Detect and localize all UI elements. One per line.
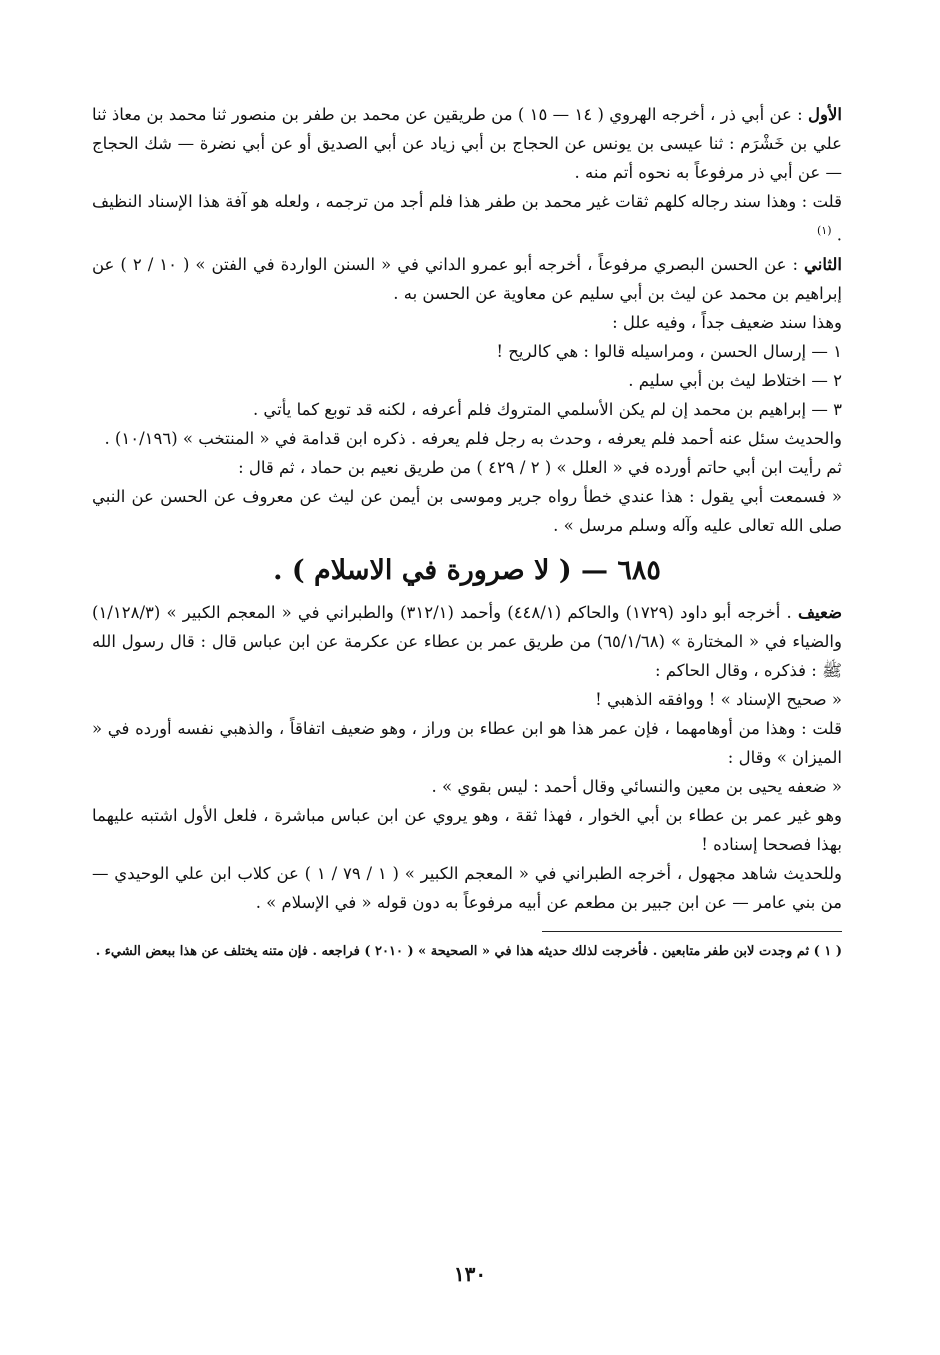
other-umar: وهو غير عمر بن عطاء بن أبي الخوار ، فهذا ثقة ، وهو يروي عن ابن عباس مباشرة ، فلعل الأول اشتبه عليهما بهذا فصححا إسناده !: [92, 805, 842, 854]
paragraph-qultu-1: [92, 187, 842, 250]
hakim-quote: « صحيح الإسناد » ! ووافقه الذهبي !: [595, 689, 842, 709]
illa-2: ٢ — اختلاط ليث بن أبي سليم .: [628, 370, 842, 390]
footnote-divider: [542, 931, 842, 932]
weak-intro: وهذا سند ضعيف جداً ، وفيه علل :: [612, 312, 842, 332]
footnote: ( ١ ) ثم وجدت لابن طفر متابعين . فأخرجت لذلك حديثه هذا في « الصحيحة » ( ٢٠١٠ ) فراجعه . فإن متنه يختلف عن هذا ببعض الشيء .: [95, 943, 842, 959]
ibn-abi-hatim: ثم رأيت ابن أبي حاتم أورده في « العلل » ( ٢ / ٤٢٩ ) من طريق نعيم بن حماد ، ثم قال :: [238, 457, 842, 477]
page-number: ١٣٠: [453, 1262, 487, 1286]
hadith-asked: والحديث سئل عنه أحمد فلم يعرفه ، وحدث به رجل فلم يعرفه . ذكره ابن قدامة في « المنتخب » (١٠/١٩٦) .: [104, 428, 842, 448]
daif-label: ضعيف: [797, 602, 842, 622]
paragraph-takhrij: [92, 598, 842, 685]
shahid: وللحديث شاهد مجهول ، أخرجه الطبراني في « المعجم الكبير » ( ١ / ٧٩ / ١ ) عن كلاب ابن علي الوحيدي — من بني عامر — عن ابن جبير بن مطعم عن أبيه مرفوعاً به دون قوله « في الإسلام » .: [92, 863, 842, 912]
second-label: الثاني: [804, 254, 842, 274]
first-text: : عن أبي ذر ، أخرجه الهروي ( ١٤ — ١٥ ) من طريقين عن محمد بن طفر بن منصور ثنا محمد بن معاذ ثنا علي بن خَشْرَم : ثنا عيسى بن يونس عن الحجاج بن أبي زياد عن أبي الصديق أو عن أبي نضرة — شك الحجاج — عن أبي ذر مرفوعاً به نحوه أتم منه .: [92, 105, 842, 182]
footnote-marker: (١): [816, 224, 832, 237]
first-label: الأول: [808, 105, 842, 124]
page-body: [92, 100, 842, 964]
father-quote: « فسمعت أبي يقول : هذا عندي خطأ رواه جرير وموسى بن أيمن عن ليث عن معروف عن الحسن عن النبي صلى الله تعالى عليه وآله وسلم مرسل » .: [92, 486, 842, 535]
mizan-quote: « ضعفه يحيى بن معين والنسائي وقال أحمد : ليس بقوي » .: [431, 776, 842, 796]
paragraph-second-route: [92, 250, 842, 308]
qultu-2: قلت : وهذا من أوهامهما ، فإن عمر هذا هو ابن عطاء بن وراز ، وهو ضعيف اتفاقاً ، والذهبي نفسه أورده في « الميزان » وقال :: [92, 718, 842, 767]
takhrij-text: . أخرجه أبو داود (١٧٢٩) والحاكم (٤٤٨/١) وأحمد (٣١٢/١) والطبراني في « المعجم الكبير » (١/١٢٨/٣) والضياء في « المختارة » (٦٥/١/٦٨) من طريق عمر بن عطاء عن عكرمة عن ابن عباس قال : قال رسول الله ﷺ : فذكره ، وقال الحاكم :: [92, 602, 842, 680]
second-text: : عن الحسن البصري مرفوعاً ، أخرجه أبو عمرو الداني في « السنن الواردة في الفتن » ( ١٠ / ٢ ) عن إبراهيم بن محمد عن ليث بن أبي سليم عن معاوية عن الحسن به .: [92, 254, 842, 303]
hadith-title: ٦٨٥ — ( لا صرورة في الاسلام ) .: [273, 554, 661, 586]
qultu-1-text: قلت : وهذا سند رجاله كلهم ثقات غير محمد بن طفر هذا فلم أجد من ترجمه ، ولعله هو آفة هذا الإسناد النظيف .: [92, 192, 842, 245]
paragraph-first-route: [92, 100, 842, 187]
illa-3: ٣ — إبراهيم بن محمد إن لم يكن الأسلمي المتروك فلم أعرفه ، لكنه قد توبع كما يأتي .: [252, 399, 842, 419]
illa-1: ١ — إرسال الحسن ، ومراسيله قالوا : هي كالريح !: [496, 341, 842, 361]
